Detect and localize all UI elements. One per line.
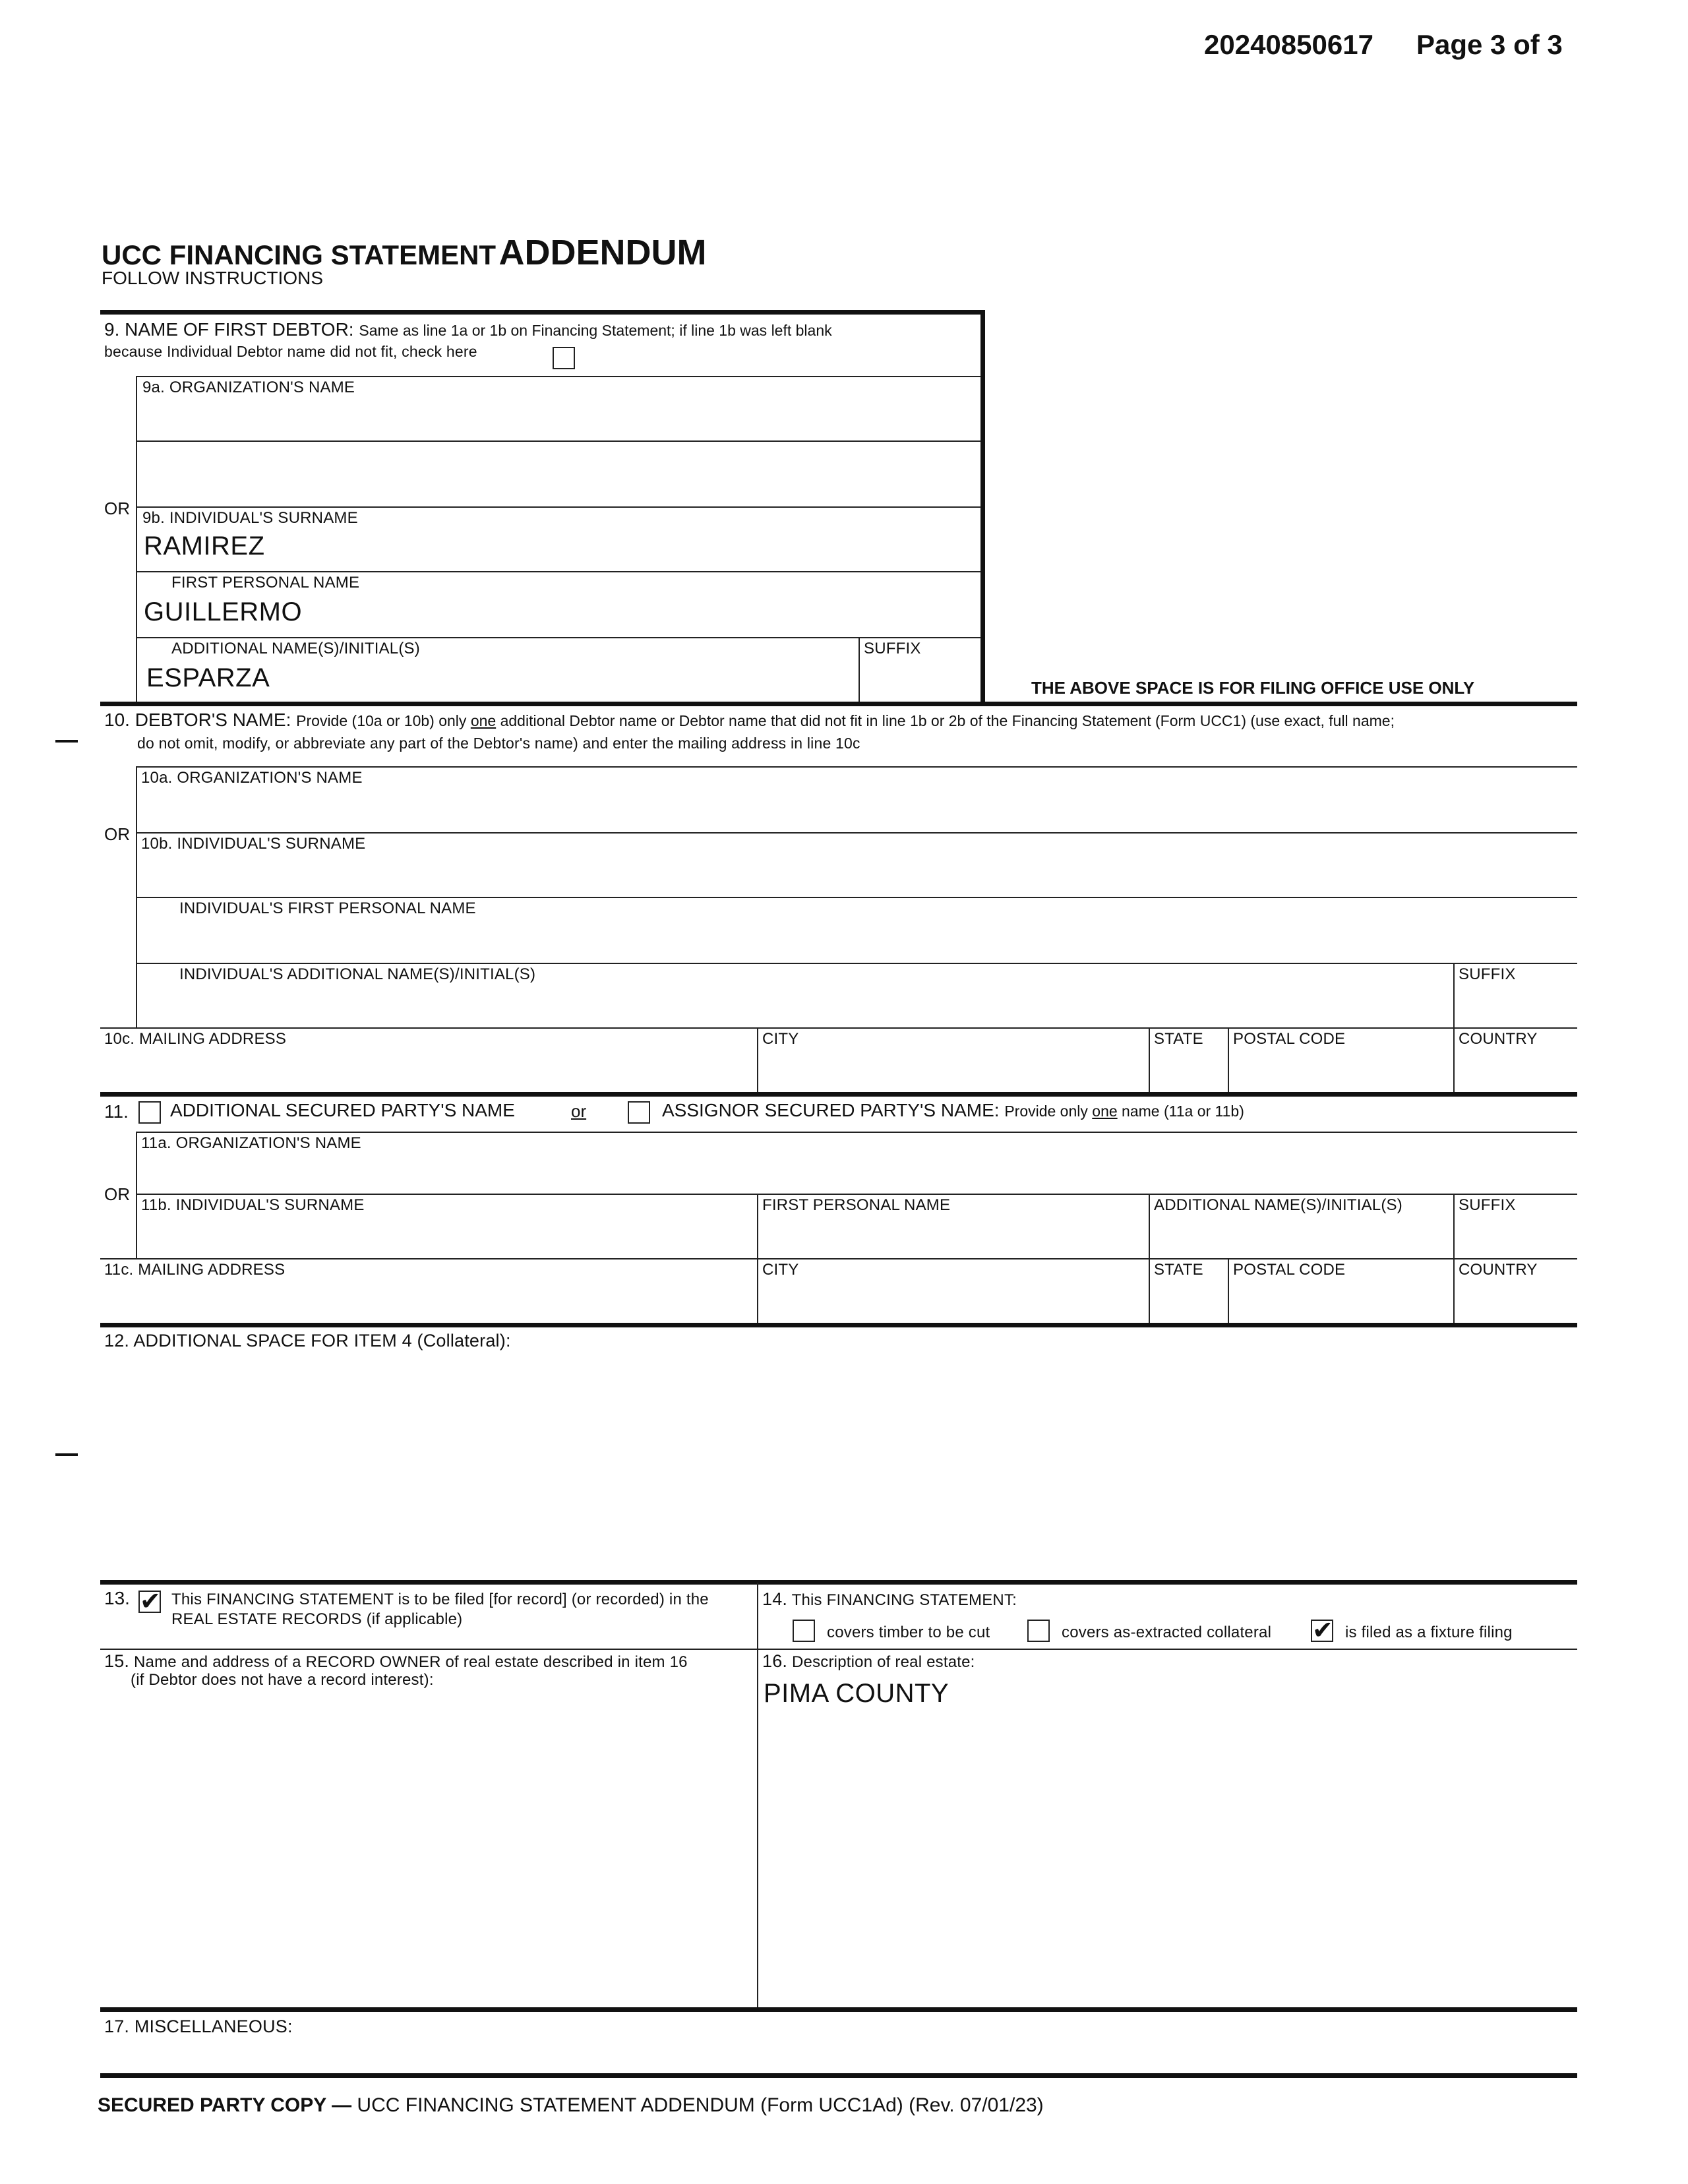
s14-heading: 14. This FINANCING STATEMENT: (762, 1589, 1017, 1609)
s10c-state-label: STATE (1154, 1030, 1203, 1048)
s13-real-estate-records-checkbox[interactable] (138, 1587, 161, 1616)
s11c-country-label: COUNTRY (1459, 1261, 1538, 1279)
document-number: 20240850617 (1204, 29, 1373, 60)
s10-first-label: INDIVIDUAL'S FIRST PERSONAL NAME (179, 899, 476, 917)
s10c-postal-label: POSTAL CODE (1233, 1030, 1346, 1048)
s9b-surname-value: RAMIREZ (144, 531, 265, 561)
s14-timber-label: covers timber to be cut (827, 1623, 990, 1641)
margin-tick-1 (55, 740, 78, 743)
s11c-postal-label: POSTAL CODE (1233, 1261, 1346, 1279)
s13-line2: REAL ESTATE RECORDS (if applicable) (171, 1610, 463, 1628)
s11a-label: 11a. ORGANIZATION'S NAME (141, 1134, 361, 1152)
s11-num: 11. (104, 1101, 129, 1122)
form-title-main: UCC FINANCING STATEMENT (102, 239, 497, 270)
follow-instructions: FOLLOW INSTRUCTIONS (102, 268, 324, 288)
s11c-label: 11c. MAILING ADDRESS (104, 1261, 286, 1279)
s11-or: or (571, 1101, 587, 1121)
s11b-label: 11b. INDIVIDUAL'S SURNAME (141, 1196, 365, 1214)
margin-tick-2 (55, 1453, 78, 1456)
s11-suffix-label: SUFFIX (1459, 1196, 1516, 1214)
s10-additional-label: INDIVIDUAL'S ADDITIONAL NAME(S)/INITIAL(S) (179, 965, 536, 983)
s9-additional-label: ADDITIONAL NAME(S)/INITIAL(S) (171, 640, 420, 657)
s11-first-label: FIRST PERSONAL NAME (762, 1196, 951, 1214)
s9-or: OR (104, 499, 131, 518)
s15-line1: 15. Name and address of a RECORD OWNER of real estate described in item 16 (104, 1651, 688, 1671)
s14-as-extracted-label: covers as-extracted collateral (1062, 1623, 1272, 1641)
s11-or-label: OR (104, 1184, 131, 1204)
s11-assignor-label: ASSIGNOR SECURED PARTY'S NAME: Provide only one name (11a or 11b) (662, 1100, 1244, 1120)
s12-label: 12. ADDITIONAL SPACE FOR ITEM 4 (Collateral): (104, 1331, 511, 1350)
s14-check-mark: ✔ (1312, 1616, 1333, 1645)
s10-or: OR (104, 824, 131, 844)
filing-office-notice: THE ABOVE SPACE IS FOR FILING OFFICE USE ONLY (1031, 678, 1475, 698)
s14-timber-checkbox[interactable] (793, 1620, 815, 1642)
s10c-label: 10c. MAILING ADDRESS (104, 1030, 287, 1048)
s10-note2: do not omit, modify, or abbreviate any part of the Debtor's name) and enter the mailing address in line 10c (137, 735, 860, 752)
s11c-city-label: CITY (762, 1261, 799, 1279)
s10a-label: 10a. ORGANIZATION'S NAME (141, 769, 363, 787)
s15-line2: (if Debtor does not have a record interest): (131, 1671, 434, 1689)
s10-suffix-label: SUFFIX (1459, 965, 1516, 983)
s14-fixture-filing-checkbox[interactable] (1311, 1616, 1333, 1645)
s9-additional-value: ESPARZA (146, 663, 270, 692)
form-title (102, 232, 707, 273)
s13-line1: This FINANCING STATEMENT is to be filed [for record] (or recorded) in the (171, 1591, 709, 1608)
s17-label: 17. MISCELLANEOUS: (104, 2017, 293, 2036)
s11-additional-secured-party-checkbox[interactable] (138, 1101, 161, 1124)
s16-real-estate-value: PIMA COUNTY (764, 1679, 950, 1708)
s13-num: 13. (104, 1588, 130, 1608)
s9-heading: 9. NAME OF FIRST DEBTOR: Same as line 1a or 1b on Financing Statement; if line 1b was left blank (104, 319, 832, 340)
s11c-state-label: STATE (1154, 1261, 1203, 1279)
s9-first-name-value: GUILLERMO (144, 597, 303, 626)
s10c-country-label: COUNTRY (1459, 1030, 1538, 1048)
s11-additional-names-label: ADDITIONAL NAME(S)/INITIAL(S) (1154, 1196, 1402, 1214)
form-title-accent: ADDENDUM (498, 233, 707, 272)
form-footer: SECURED PARTY COPY — UCC FINANCING STATEMENT ADDENDUM (Form UCC1Ad) (Rev. 07/01/23) (98, 2094, 1044, 2116)
s9-first-label: FIRST PERSONAL NAME (171, 574, 360, 592)
s16-label: 16. Description of real estate: (762, 1651, 975, 1671)
s9b-label: 9b. INDIVIDUAL'S SURNAME (142, 509, 358, 527)
s14-as-extracted-checkbox[interactable] (1027, 1620, 1050, 1642)
s9-name-did-not-fit-checkbox[interactable] (553, 347, 575, 369)
s14-fixture-filing-label: is filed as a fixture filing (1345, 1623, 1513, 1641)
s10-heading: 10. DEBTOR'S NAME: Provide (10a or 10b) only one additional Debtor name or Debtor name that did not fit in line 1b or 2b of the Financing Statement (Form UCC1) (use exact, full name; (104, 710, 1395, 730)
s10b-label: 10b. INDIVIDUAL'S SURNAME (141, 835, 366, 853)
s9-suffix-label: SUFFIX (864, 640, 921, 657)
s11-additional-label: ADDITIONAL SECURED PARTY'S NAME (170, 1100, 515, 1120)
page-indicator: Page 3 of 3 (1416, 29, 1563, 60)
s9a-label: 9a. ORGANIZATION'S NAME (142, 379, 355, 396)
s10c-city-label: CITY (762, 1030, 799, 1048)
s11-assignor-secured-party-checkbox[interactable] (628, 1101, 650, 1124)
s13-check-mark: ✔ (140, 1587, 161, 1616)
s9-note2: because Individual Debtor name did not fit, check here (104, 343, 477, 360)
